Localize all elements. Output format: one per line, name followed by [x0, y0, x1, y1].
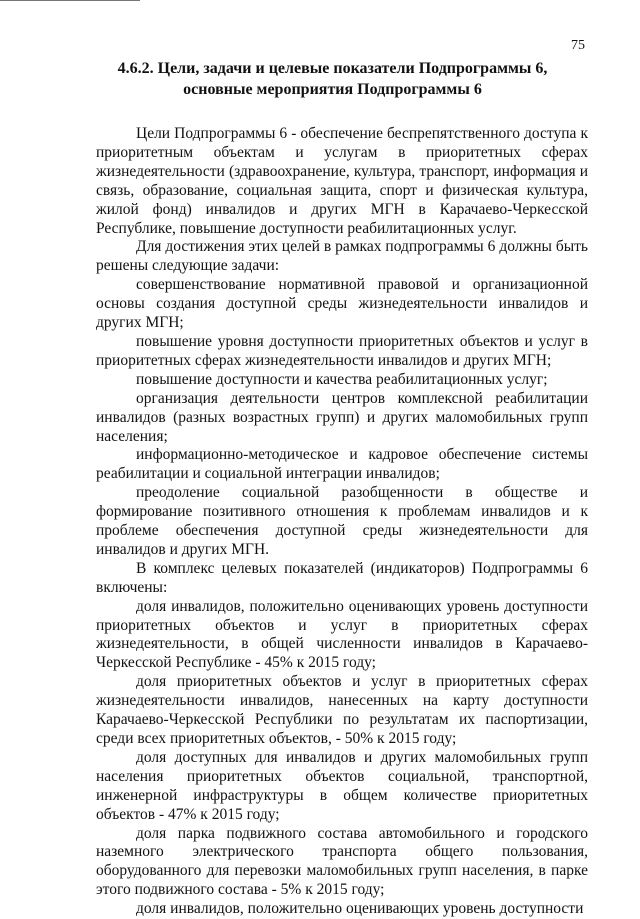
paragraph: преодоление социальной разобщенности в обществе и формирование позитивного отношения к проблемам инвалидов и к проблеме обеспечения доступной среды жизнедеятельности для инвалидов и других МГН.	[96, 484, 588, 558]
paragraph: информационно-методическое и кадровое обеспечение системы реабилитации и социальной интеграции инвалидов;	[96, 446, 588, 483]
paragraph: Цели Подпрограммы 6 - обеспечение беспрепятственного доступа к приоритетным объектам и услугам в приоритетных сферах жизнедеятельности (здравоохранение, культура, транспорт, информация и связь, образование, социальная защита, спорт и физическая культура, жилой фонд) инвалидов и других МГН в Карачаево-Черкесской Республике, повышение доступности реабилитационных услуг.	[96, 125, 588, 237]
paragraph: Для достижения этих целей в рамках подпрограммы 6 должны быть решены следующие задачи:	[96, 238, 588, 275]
paragraph: повышение уровня доступности приоритетных объектов и услуг в приоритетных сферах жизнедеятельности инвалидов и других МГН;	[96, 332, 588, 369]
paragraph: доля доступных для инвалидов и других маломобильных групп населения приоритетных объектов социальной, транспортной, инженерной инфраструктуры в общем количестве приоритетных объектов - 47% к 2015 году;	[96, 748, 588, 823]
paragraph: организация деятельности центров комплексной реабилитации инвалидов (разных возрастных групп) и других маломобильных групп населения;	[96, 389, 588, 445]
document-body	[96, 125, 588, 919]
paragraph: повышение доступности и качества реабилитационных услуг;	[136, 370, 548, 388]
page-number: 75	[571, 38, 585, 53]
scan-edge-line	[0, 0, 140, 1]
paragraph: доля парка подвижного состава автомобильного и городского наземного электрического транспорта общего пользования, оборудованного для перевозки маломобильных групп населения, в парке этого подвижного состава - 5% к 2015 году;	[96, 824, 588, 899]
paragraph: В комплекс целевых показателей (индикаторов) Подпрограммы 6 включены:	[96, 559, 588, 596]
heading-line-2: основные мероприятия Подпрограммы 6	[183, 81, 482, 98]
paragraph: доля инвалидов, положительно оценивающих уровень доступности	[136, 900, 584, 918]
section-heading	[95, 58, 570, 100]
paragraph: доля приоритетных объектов и услуг в приоритетных сферах жизнедеятельности инвалидов, нанесенных на карту доступности Карачаево-Черкесской Республики по результатам их паспортизации, среди всех приоритетных объектов, - 50% к 2015 году;	[96, 673, 588, 747]
heading-line-1: 4.6.2. Цели, задачи и целевые показатели Подпрограммы 6,	[117, 60, 548, 77]
paragraph: совершенствование нормативной правовой и организационной основы создания доступной среды жизнедеятельности инвалидов и других МГН;	[96, 276, 588, 332]
paragraph: доля инвалидов, положительно оценивающих уровень доступности приоритетных объектов и услуг в приоритетных сферах жизнедеятельности, в общей численности инвалидов в Карачаево-Черкесской Республике - 45% к 2015 году;	[96, 597, 588, 672]
